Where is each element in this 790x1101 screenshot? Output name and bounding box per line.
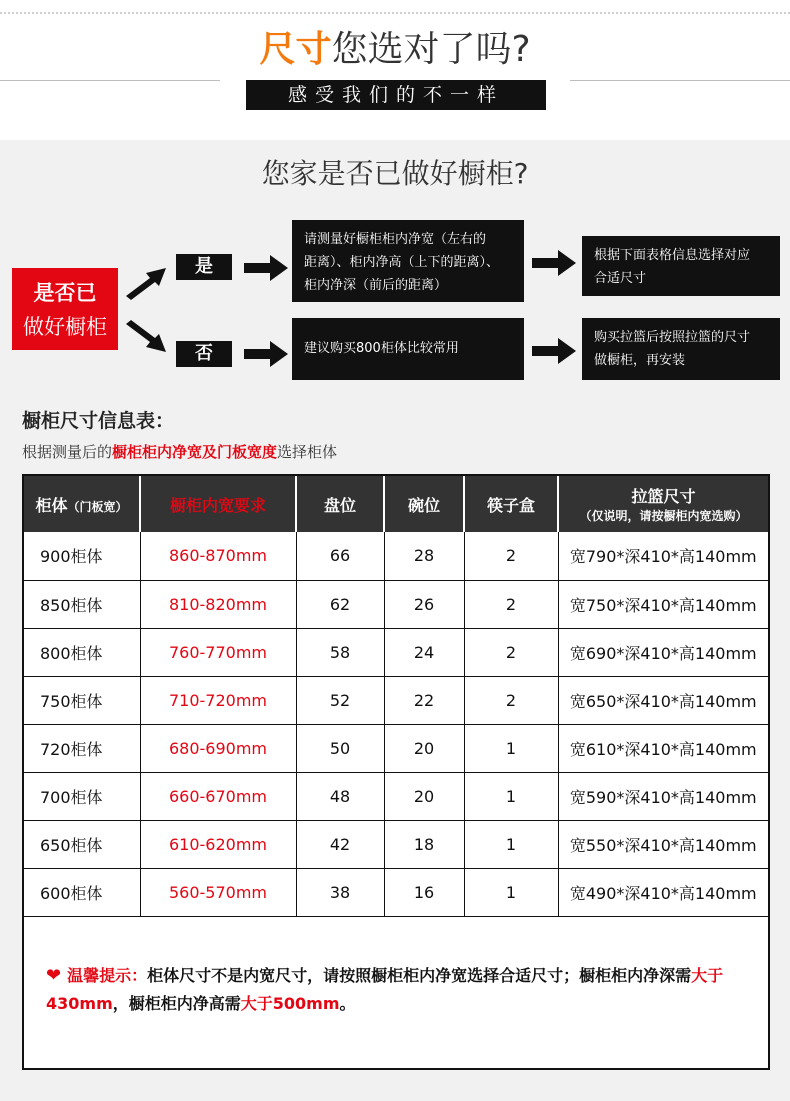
header-dotted-line	[0, 12, 790, 16]
yes-step-1-line-2: 距离）、柜内净高（上下的距离）、	[304, 255, 500, 270]
size-table	[24, 476, 768, 917]
cell-basket: 宽690*深410*高140mm	[558, 628, 768, 676]
cell-inner-width: 610-620mm	[140, 820, 296, 868]
cell-chopstick: 1	[464, 820, 558, 868]
header-basket-main: 拉篮尺寸	[631, 486, 696, 506]
tip-label: 温馨提示：	[67, 966, 148, 985]
no-step-1: 建议购买800柜体比较常用	[292, 318, 524, 380]
cell-cabinet: 600柜体	[24, 868, 140, 916]
cell-chopstick: 2	[464, 628, 558, 676]
yes-step-2	[582, 236, 780, 296]
title-highlight: 尺寸	[259, 29, 332, 70]
cell-cabinet: 850柜体	[24, 580, 140, 628]
tip-highlight-2: 大于500mm	[240, 994, 340, 1013]
header-basket	[558, 476, 768, 532]
yes-step-1-line-3: 柜内净深（前后的距离）	[304, 278, 448, 293]
cell-inner-width: 710-720mm	[140, 676, 296, 724]
cell-bowl: 16	[384, 868, 464, 916]
cell-basket: 宽490*深410*高140mm	[558, 868, 768, 916]
cell-chopstick: 1	[464, 724, 558, 772]
cell-cabinet: 750柜体	[24, 676, 140, 724]
question-title: 您家是否已做好橱柜?	[261, 157, 529, 190]
info-desc-prefix: 根据测量后的	[22, 443, 113, 461]
cell-plate: 66	[296, 532, 384, 580]
cell-plate: 38	[296, 868, 384, 916]
yes-step-2-line-1: 根据下面表格信息选择对应	[594, 248, 751, 263]
cell-plate: 50	[296, 724, 384, 772]
cell-plate: 58	[296, 628, 384, 676]
arrow-up-right-icon	[124, 266, 168, 300]
arrow-right-icon	[532, 250, 576, 276]
header-cabinet-small: （门板宽）	[67, 499, 128, 514]
yes-label: 是	[176, 254, 232, 280]
table-row	[24, 868, 768, 916]
cell-basket: 宽610*深410*高140mm	[558, 724, 768, 772]
table-row	[24, 628, 768, 676]
info-description	[22, 440, 337, 464]
cell-chopstick: 1	[464, 868, 558, 916]
cell-cabinet: 900柜体	[24, 532, 140, 580]
header-divider-right	[570, 80, 790, 81]
info-desc-highlight: 橱柜柜内净宽及门板宽度	[112, 443, 278, 461]
start-line-1: 是否已	[33, 281, 97, 305]
tip-text-1: 柜体尺寸不是内宽尺寸，请按照橱柜柜内净宽选择合适尺寸；橱柜柜内净深需	[147, 966, 692, 985]
yes-step-1-line-1: 请测量好橱柜柜内净宽（左右的	[304, 232, 487, 247]
cell-basket: 宽750*深410*高140mm	[558, 580, 768, 628]
cell-basket: 宽790*深410*高140mm	[558, 532, 768, 580]
cell-chopstick: 2	[464, 580, 558, 628]
cell-inner-width: 810-820mm	[140, 580, 296, 628]
cell-basket: 宽590*深410*高140mm	[558, 772, 768, 820]
arrow-right-icon	[244, 341, 288, 367]
header-chopstick: 筷子盒	[464, 476, 558, 532]
cell-cabinet: 800柜体	[24, 628, 140, 676]
header-bowl: 碗位	[384, 476, 464, 532]
cell-inner-width: 660-670mm	[140, 772, 296, 820]
warm-tip	[46, 962, 752, 1018]
table-row	[24, 676, 768, 724]
heart-icon: ❤	[46, 965, 62, 986]
cell-bowl: 18	[384, 820, 464, 868]
cell-basket: 宽650*深410*高140mm	[558, 676, 768, 724]
table-row	[24, 532, 768, 580]
cell-inner-width: 680-690mm	[140, 724, 296, 772]
cell-plate: 42	[296, 820, 384, 868]
cell-inner-width: 760-770mm	[140, 628, 296, 676]
header-plate: 盘位	[296, 476, 384, 532]
no-step-2-line-2: 做橱柜，再安装	[594, 353, 686, 368]
arrow-right-icon	[244, 255, 288, 281]
table-row	[24, 820, 768, 868]
title-rest: 您选对了吗?	[331, 29, 531, 70]
cell-inner-width: 560-570mm	[140, 868, 296, 916]
cell-cabinet: 700柜体	[24, 772, 140, 820]
cell-chopstick: 1	[464, 772, 558, 820]
cell-bowl: 20	[384, 772, 464, 820]
no-step-2-line-1: 购买拉篮后按照拉篮的尺寸	[594, 330, 751, 345]
header-cabinet	[24, 476, 140, 532]
cell-cabinet: 650柜体	[24, 820, 140, 868]
cell-bowl: 26	[384, 580, 464, 628]
table-row	[24, 724, 768, 772]
cell-bowl: 24	[384, 628, 464, 676]
table-row	[24, 772, 768, 820]
cell-cabinet: 720柜体	[24, 724, 140, 772]
table-row	[24, 580, 768, 628]
header-divider-left	[0, 80, 220, 81]
header-basket-sub: （仅说明，请按橱柜内宽选购）	[579, 508, 748, 523]
tip-text-3: 。	[339, 994, 356, 1013]
cell-chopstick: 2	[464, 532, 558, 580]
tip-text-2: ，橱柜柜内净高需	[112, 994, 241, 1013]
cell-plate: 48	[296, 772, 384, 820]
start-line-2: 做好橱柜	[23, 315, 107, 339]
yes-step-1	[292, 220, 524, 302]
info-desc-suffix: 选择柜体	[277, 443, 338, 461]
page-title	[0, 26, 790, 74]
arrow-right-icon	[532, 338, 576, 364]
cell-inner-width: 860-870mm	[140, 532, 296, 580]
info-title: 橱柜尺寸信息表：	[22, 410, 175, 432]
header-inner-width: 橱柜内宽要求	[140, 476, 296, 532]
tip-highlight-1: 大于430mm	[46, 966, 724, 1013]
arrow-down-right-icon	[124, 320, 168, 354]
cell-plate: 52	[296, 676, 384, 724]
cell-bowl: 28	[384, 532, 464, 580]
no-label: 否	[176, 341, 232, 367]
cell-plate: 62	[296, 580, 384, 628]
yes-step-2-line-2: 合适尺寸	[594, 271, 647, 286]
no-step-2	[582, 318, 780, 380]
cell-bowl: 22	[384, 676, 464, 724]
cell-basket: 宽550*深410*高140mm	[558, 820, 768, 868]
table-header-row	[24, 476, 768, 532]
cell-bowl: 20	[384, 724, 464, 772]
cell-chopstick: 2	[464, 676, 558, 724]
header-cabinet-main: 柜体	[35, 495, 68, 515]
start-box	[12, 268, 118, 350]
page-subtitle: 感受我们的不一样	[246, 80, 546, 110]
